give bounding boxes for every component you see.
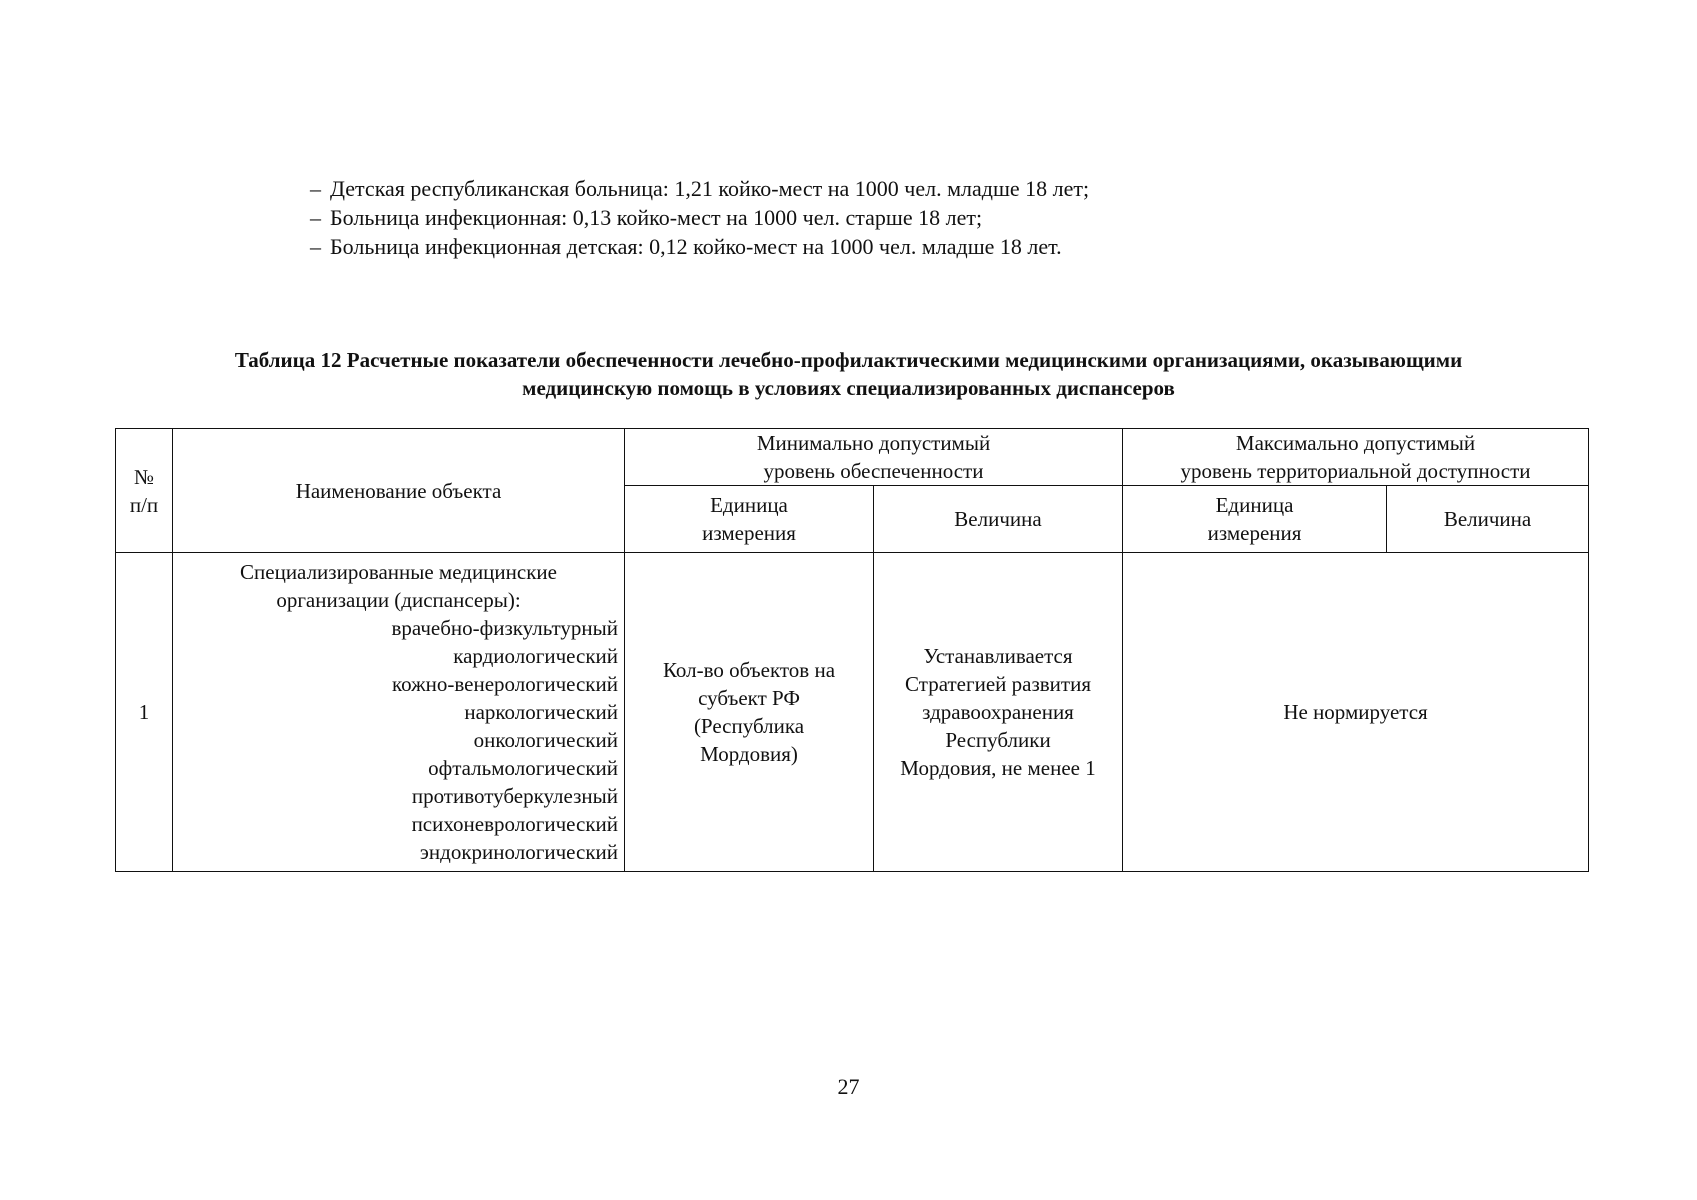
- bullet-dash: –: [310, 205, 321, 230]
- caption-line: Таблица 12 Расчетные показатели обеспеченности лечебно-профилактическими медицинскими организациями, оказывающими: [234, 348, 1463, 372]
- row-value-line: Мордовия, не менее 1: [900, 756, 1096, 780]
- header-min-level-line: уровень обеспеченности: [763, 459, 984, 483]
- row-unit: [625, 553, 874, 872]
- dispensary-item: противотуберкулезный: [411, 784, 618, 808]
- caption-line: медицинскую помощь в условиях специализированных диспансеров: [522, 376, 1175, 400]
- header-number-line: п/п: [129, 492, 159, 517]
- row-unit-line: Мордовия): [700, 742, 798, 766]
- dispensary-item: кардиологический: [453, 644, 618, 668]
- header-unit-line: измерения: [1207, 521, 1302, 545]
- dispensary-item: эндокринологический: [419, 840, 618, 864]
- dispensary-item: психоневрологический: [411, 812, 618, 836]
- table-header-row: [116, 429, 1589, 486]
- dispensary-item: наркологический: [464, 700, 618, 724]
- dispensary-item: офтальмологический: [428, 756, 618, 780]
- bullet-list: [310, 174, 1410, 261]
- indicators-table: [115, 428, 1589, 872]
- header-object-name: Наименование объекта: [173, 429, 625, 553]
- row-number: 1: [116, 553, 173, 872]
- header-number: [116, 429, 173, 553]
- row-object-name: [173, 553, 625, 872]
- bullet-dash: –: [310, 176, 321, 201]
- dispensary-list: [179, 614, 618, 866]
- header-max-level: [1123, 429, 1589, 486]
- header-max-level-line: Максимально допустимый: [1235, 431, 1476, 455]
- header-value-2: Величина: [1387, 486, 1589, 553]
- bullet-text: Больница инфекционная детская: 0,12 койко-мест на 1000 чел. младше 18 лет.: [330, 234, 1062, 259]
- row-value: [874, 553, 1123, 872]
- page-number: 27: [837, 1074, 860, 1099]
- header-min-level-line: Минимально допустимый: [756, 431, 991, 455]
- row-value-line: Республики: [945, 728, 1051, 752]
- dispensary-item: кожно-венерологический: [392, 672, 618, 696]
- header-unit: [625, 486, 874, 553]
- header-unit-line: измерения: [702, 521, 796, 545]
- bullet-item: [310, 232, 1410, 261]
- header-unit-line: Единица: [1215, 493, 1294, 517]
- row-value-line: здравоохранения: [922, 700, 1074, 724]
- table-caption: [110, 346, 1587, 402]
- dispensary-item: онкологический: [473, 728, 618, 752]
- header-unit-line: Единица: [710, 493, 788, 517]
- object-intro-line: Специализированные медицинские: [240, 560, 557, 584]
- bullet-dash: –: [310, 234, 321, 259]
- header-unit-2: [1123, 486, 1387, 553]
- header-min-level: [625, 429, 1123, 486]
- object-intro-line: организации (диспансеры):: [276, 588, 521, 612]
- bullet-item: [310, 174, 1410, 203]
- table-row: [116, 553, 1589, 872]
- bullet-item: [310, 203, 1410, 232]
- header-max-level-line: уровень территориальной доступности: [1180, 459, 1531, 483]
- row-value-line: Устанавливается: [923, 644, 1073, 668]
- row-unit-line: Кол-во объектов на: [662, 658, 836, 682]
- row-value-line: Стратегией развития: [905, 672, 1091, 696]
- bullet-text: Детская республиканская больница: 1,21 койко-мест на 1000 чел. младше 18 лет;: [330, 176, 1090, 201]
- row-unit-line: субъект РФ: [698, 686, 800, 710]
- bullet-text: Больница инфекционная: 0,13 койко-мест на 1000 чел. старше 18 лет;: [330, 205, 983, 230]
- row-max-level: Не нормируется: [1123, 553, 1589, 872]
- header-value: Величина: [874, 486, 1123, 553]
- dispensary-item: врачебно-физкультурный: [391, 616, 618, 640]
- row-unit-line: (Республика: [693, 714, 805, 738]
- header-number-line: №: [133, 464, 155, 489]
